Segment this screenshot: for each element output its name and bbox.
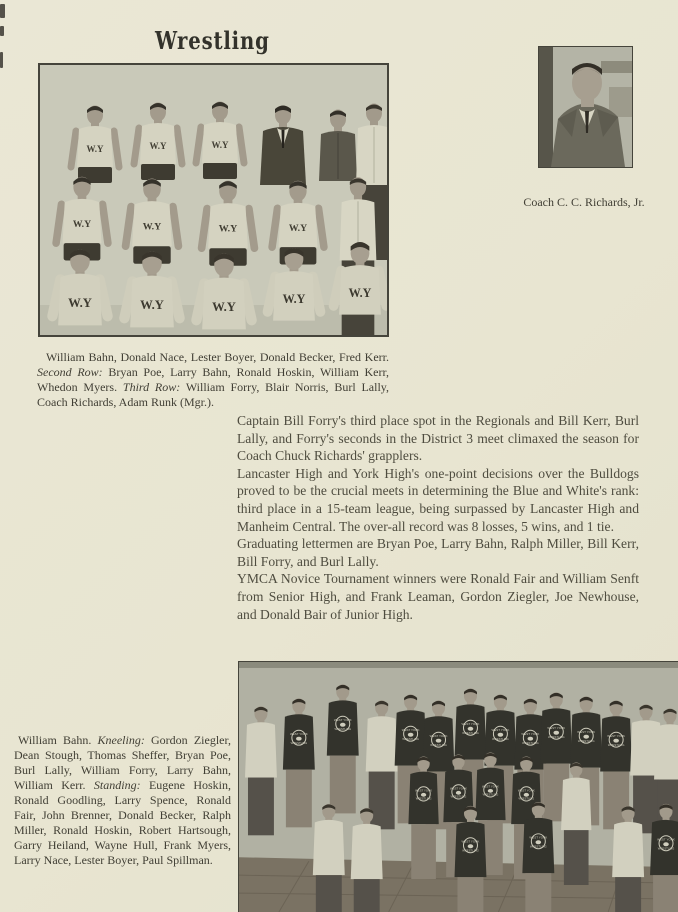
squad-member-figure — [283, 698, 315, 827]
team-photo-caption: William Bahn, Donald Nace, Lester Boyer, Donald Becker, Fred Kerr. Second Row: Bryan Poe, Larry Bahn, Ronald Hoskin, William Kerr, Whedon Myers. Third Row: William Forry, Blair Norris, Burl Lally, Coach Richards, Adam Runk (Mgr.). — [37, 350, 390, 409]
article-paragraph: Graduating lettermen are Bryan Poe, Larry Bahn, Ralph Miller, Bill Kerr, Bill Forry, and Burl Lally. — [237, 536, 639, 569]
squad-photo — [238, 661, 678, 912]
squad-photo-caption: William Bahn. Kneeling: Gordon Ziegler, Dean Stough, Thomas Sheffer, Bryan Poe, Burl Lally, William Forry, Larry Bahn, William Kerr. Standing: Eugene Hoskin, Ronald Goodling, Larry Spence, Ronald Fair, John Brenner, Donald Becker, Ralph Miller, Ronald Hoskin, Robert Hartsough, Garry Heiland, Wayne Hull, Frank Myers, Larry Nace, Lester Boyer, Paul Spillman. — [14, 733, 232, 867]
coach-photo-caption: Coach C. C. Richards, Jr. — [523, 195, 645, 209]
coach-photo — [538, 46, 633, 168]
squad-member-figure — [561, 762, 591, 885]
team-photo-illustration — [40, 65, 387, 335]
coach-photo-illustration — [539, 47, 632, 167]
squad-member-figure — [408, 756, 438, 879]
article-paragraph: Lancaster High and York High's one-point decisions over the Bulldogs proved to be the crucial meets in determining the Blue and White's rank: third place in a 15-team league, being surpassed by Lancaster High and Manheim Central. The over-all record was 8 losses, 5 wins, and 1 tie. — [237, 465, 639, 534]
page-title: Wrestling — [155, 26, 270, 55]
team-photo — [38, 63, 389, 337]
scan-artifact — [0, 26, 4, 36]
squad-member-figure — [327, 684, 359, 813]
article-text — [237, 412, 639, 623]
squad-photo-illustration — [239, 662, 678, 912]
squad-member-figure — [245, 706, 277, 835]
article-paragraph: YMCA Novice Tournament winners were Ronald Fair and William Senft from Senior High, and Frank Leaman, Gordon Ziegler, Joe Newhouse, and Donald Bair of Junior High. — [237, 571, 639, 622]
article-paragraph: Captain Bill Forry's third place spot in the Regionals and Bill Kerr, Burl Lally, and Forry's seconds in the District 3 meet climaxed the season for Coach Chuck Richards' grapplers. — [237, 413, 639, 464]
scan-artifact — [0, 52, 3, 68]
scan-artifact — [0, 4, 5, 18]
